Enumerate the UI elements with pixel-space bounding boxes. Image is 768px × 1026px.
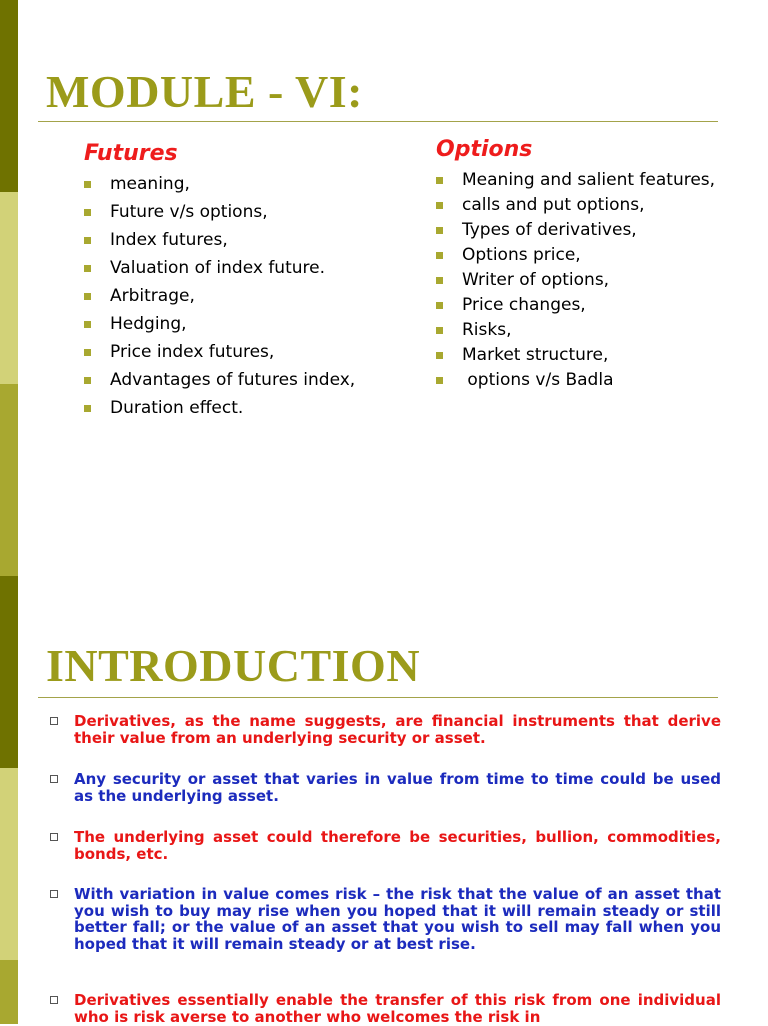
options-heading: Options	[436, 137, 533, 162]
title-divider	[38, 121, 718, 122]
hollow-square-bullet-icon	[50, 890, 58, 898]
side-strip-segment	[0, 576, 18, 768]
square-bullet-icon	[84, 377, 91, 384]
square-bullet-icon	[84, 209, 91, 216]
module-title: MODULE - VI:	[46, 66, 363, 117]
options-item: options v/s Badla	[436, 371, 722, 390]
square-bullet-icon	[436, 302, 443, 309]
square-bullet-icon	[84, 181, 91, 188]
square-bullet-icon	[436, 277, 443, 284]
intro-paragraph: With variation in value comes risk – the risk that the value of an asset that you wish to buy may rise when you hoped that it will remain steady or still better fall; or the value of an asset that you wish to sell may fall when you hoped that it will remain steady or at best rise.	[50, 886, 721, 952]
square-bullet-icon	[84, 237, 91, 244]
options-item: Options price,	[436, 246, 722, 265]
futures-item: Index futures,	[84, 231, 370, 250]
side-strip-segment	[0, 384, 18, 576]
intro-paragraph: Derivatives essentially enable the transfer of this risk from one individual who is risk averse to another who welcomes the risk in	[50, 992, 721, 1025]
square-bullet-icon	[436, 177, 443, 184]
intro-paragraph: The underlying asset could therefore be securities, bullion, commodities, bonds, etc.	[50, 829, 721, 862]
options-item: Types of derivatives,	[436, 221, 722, 240]
options-item: calls and put options,	[436, 196, 722, 215]
futures-item: meaning,	[84, 175, 370, 194]
options-item: Writer of options,	[436, 271, 722, 290]
futures-item: Future v/s options,	[84, 203, 370, 222]
futures-item: Arbitrage,	[84, 287, 370, 306]
hollow-square-bullet-icon	[50, 717, 58, 725]
intro-paragraph: Any security or asset that varies in value from time to time could be used as the underlying asset.	[50, 771, 721, 804]
options-item: Risks,	[436, 321, 722, 340]
square-bullet-icon	[84, 265, 91, 272]
side-strip-segment	[0, 768, 18, 960]
side-strip-segment	[0, 192, 18, 384]
options-item: Meaning and salient features,	[436, 171, 722, 190]
introduction-title: INTRODUCTION	[46, 640, 421, 691]
futures-item: Price index futures,	[84, 343, 370, 362]
options-list	[436, 171, 722, 390]
square-bullet-icon	[436, 377, 443, 384]
side-strip-segment	[0, 0, 18, 192]
options-item: Price changes,	[436, 296, 722, 315]
square-bullet-icon	[84, 293, 91, 300]
futures-item: Hedging,	[84, 315, 370, 334]
square-bullet-icon	[436, 202, 443, 209]
square-bullet-icon	[84, 405, 91, 412]
options-item: Market structure,	[436, 346, 722, 365]
futures-item: Advantages of futures index,	[84, 371, 370, 390]
square-bullet-icon	[436, 352, 443, 359]
side-strip-segment	[0, 960, 18, 1024]
hollow-square-bullet-icon	[50, 996, 58, 1004]
futures-heading: Futures	[84, 141, 178, 166]
futures-item: Valuation of index future.	[84, 259, 370, 278]
square-bullet-icon	[84, 349, 91, 356]
intro-paragraph: Derivatives, as the name suggests, are financial instruments that derive their value from an underlying security or asset.	[50, 713, 721, 746]
hollow-square-bullet-icon	[50, 833, 58, 841]
hollow-square-bullet-icon	[50, 775, 58, 783]
futures-list	[84, 175, 370, 418]
square-bullet-icon	[436, 327, 443, 334]
square-bullet-icon	[436, 227, 443, 234]
futures-item: Duration effect.	[84, 399, 370, 418]
square-bullet-icon	[84, 321, 91, 328]
title-divider	[38, 697, 718, 698]
square-bullet-icon	[436, 252, 443, 259]
